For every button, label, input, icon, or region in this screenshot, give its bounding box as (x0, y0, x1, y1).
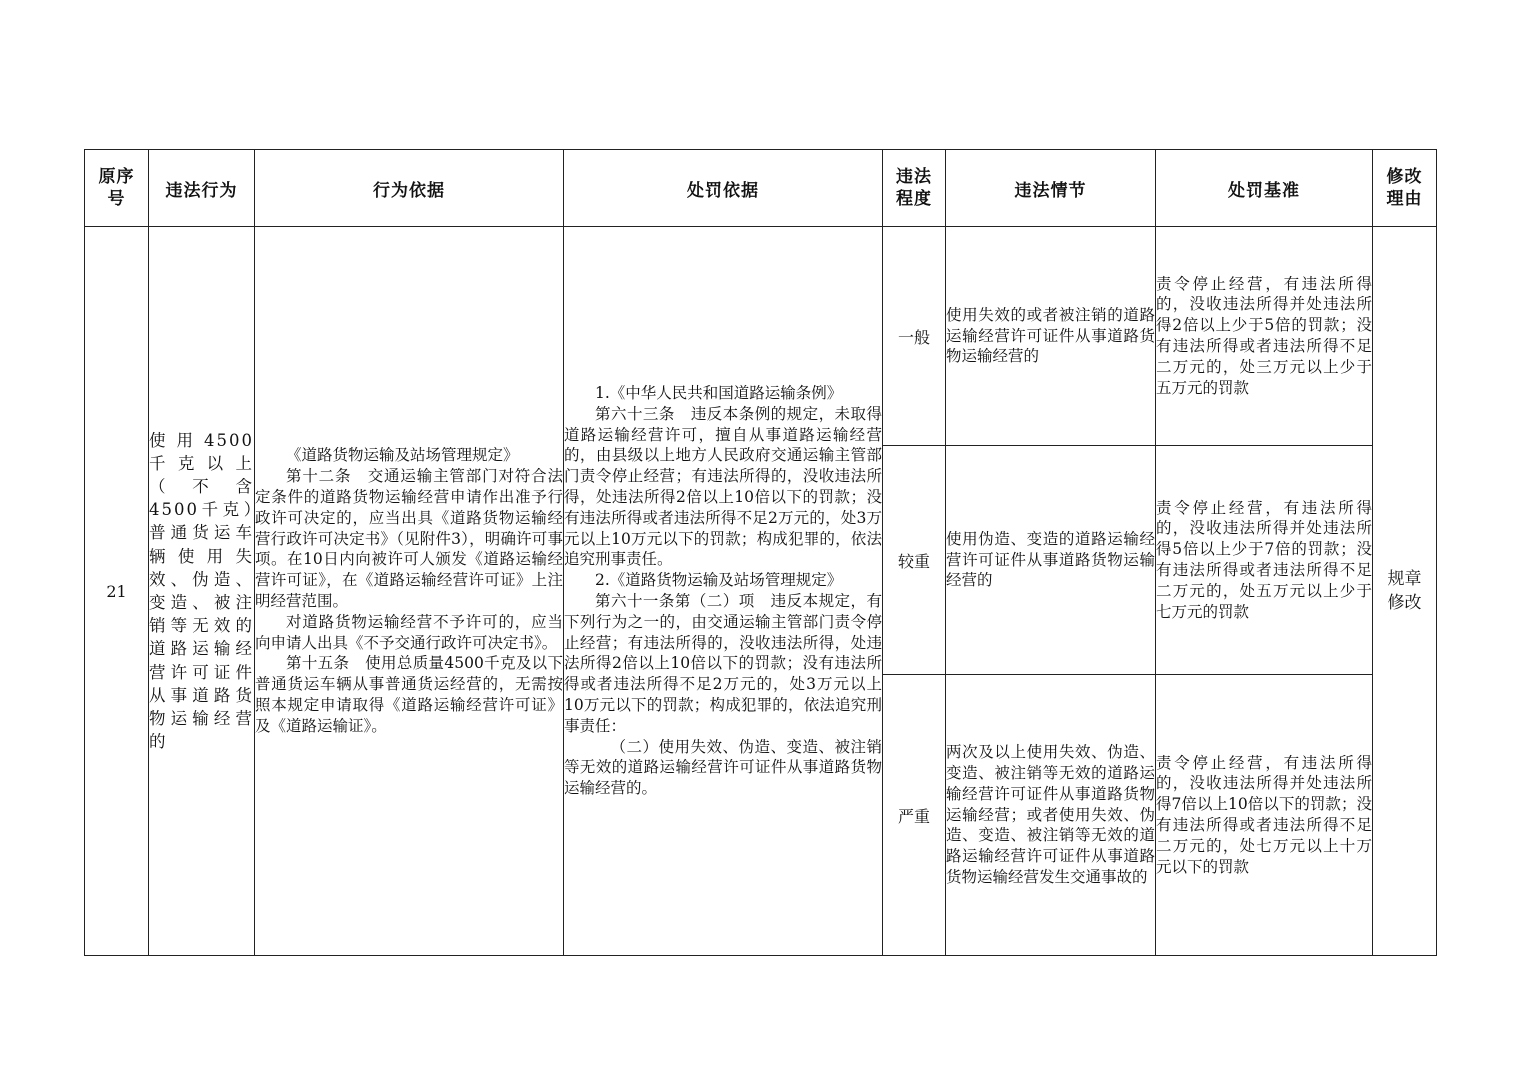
header-reason-line2: 理由 (1386, 189, 1423, 209)
penalty-basis-para: （二）使用失效、伪造、变造、被注销等无效的道路运输经营许可证件从事道路货物运输经营的。 (564, 737, 882, 798)
circumstance-general: 使用失效的或者被注销的道路运输经营许可证件从事道路货物运输经营的 (946, 227, 1156, 446)
penalty-standard-table (84, 149, 1437, 956)
degree-serious: 较重 (883, 446, 946, 675)
header-penalty-basis: 处罚依据 (564, 150, 883, 227)
header-reason-line1: 修改 (1386, 167, 1423, 187)
header-degree-line1: 违法 (896, 167, 932, 187)
reason-line1: 规章 (1387, 569, 1422, 589)
header-seq-line2: 号 (107, 189, 126, 209)
header-seq-line1: 原序 (98, 167, 135, 187)
penalty-basis-para: 第六十一条第（二）项 违反本规定，有下列行为之一的，由交通运输主管部门责令停止经营；有违法所得的，没收违法所得，处违法所得2倍以上10倍以下的罚款；没有违法所得或者违法所得不足2万元的，处3万元以上10万元以下的罚款；构成犯罪的，依法追究刑事责任： (564, 592, 882, 735)
header-row (85, 150, 1437, 227)
header-circumstance: 违法情节 (946, 150, 1156, 227)
standard-general: 责令停止经营，有违法所得的，没收违法所得并处违法所得2倍以上少于5倍的罚款；没有违法所得或者违法所得不足二万元的，处三万元以上少于五万元的罚款 (1156, 227, 1373, 446)
standard-serious: 责令停止经营，有违法所得的，没收违法所得并处违法所得5倍以上少于7倍的罚款；没有违法所得或者违法所得不足二万元的，处五万元以上少于七万元的罚款 (1156, 446, 1373, 675)
header-degree-line2: 程度 (896, 189, 932, 209)
penalty-basis-para: 1.《中华人民共和国道路运输条例》 (595, 384, 843, 403)
degree-severe: 严重 (883, 675, 946, 956)
header-behavior: 违法行为 (149, 150, 255, 227)
row-act-basis (255, 227, 564, 956)
header-standard: 处罚基准 (1156, 150, 1373, 227)
act-basis-para: 对道路货物运输经营不予许可的，应当向申请人出具《不予交通行政许可决定书》。 (255, 612, 563, 652)
reason-line2: 修改 (1387, 593, 1422, 613)
act-basis-para: 第十五条 使用总质量4500千克及以下普通货运车辆从事普通货运经营的，无需按照本规定申请取得《道路运输经营许可证》及《道路运输证》。 (255, 654, 563, 735)
row-seq: 21 (85, 227, 149, 956)
act-basis-para: 《道路货物运输及站场管理规定》 (286, 446, 519, 465)
row-behavior (149, 227, 255, 956)
table-row (85, 227, 1437, 446)
header-degree (883, 150, 946, 227)
header-reason (1373, 150, 1437, 227)
row-reason (1373, 227, 1437, 956)
standard-severe: 责令停止经营，有违法所得的，没收违法所得并处违法所得7倍以上10倍以下的罚款；没有违法所得或者违法所得不足二万元的，处七万元以上十万元以下的罚款 (1156, 675, 1373, 956)
row-penalty-basis (564, 227, 883, 956)
penalty-basis-para: 第六十三条 违反本条例的规定，未取得道路运输经营许可，擅自从事道路运输经营的，由县级以上地方人民政府交通运输主管部门责令停止经营；有违法所得的，没收违法所得，处违法所得2倍以上10倍以下的罚款；没有违法所得或者违法所得不足2万元的，处3万元以上10万元以下的罚款；构成犯罪的，依法追究刑事责任。 (564, 404, 882, 569)
header-act-basis: 行为依据 (255, 150, 564, 227)
circumstance-severe: 两次及以上使用失效、伪造、变造、被注销等无效的道路运输经营许可证件从事道路货物运输经营；或者使用失效、伪造、变造、被注销等无效的道路运输经营许可证件从事道路货物运输经营发生交通事故的 (946, 675, 1156, 956)
circumstance-serious: 使用伪造、变造的道路运输经营许可证件从事道路货物运输经营的 (946, 446, 1156, 675)
header-seq (85, 150, 149, 227)
degree-general: 一般 (883, 227, 946, 446)
act-basis-para: 第十二条 交通运输主管部门对符合法定条件的道路货物运输经营申请作出准予行政许可决定的，应当出具《道路货物运输经营行政许可决定书》（见附件3），明确许可事项。在10日内向被许可人颁发《道路运输经营许可证》，在《道路运输经营许可证》上注明经营范围。 (255, 467, 563, 610)
penalty-basis-para: 2.《道路货物运输及站场管理规定》 (595, 571, 843, 590)
row-behavior-text: 使用4500千克以上（不含4500千克）普通货运车辆使用失效、伪造、变造、被注销等无效的道路运输经营许可证件从事道路货物运输经营的 (149, 430, 254, 752)
